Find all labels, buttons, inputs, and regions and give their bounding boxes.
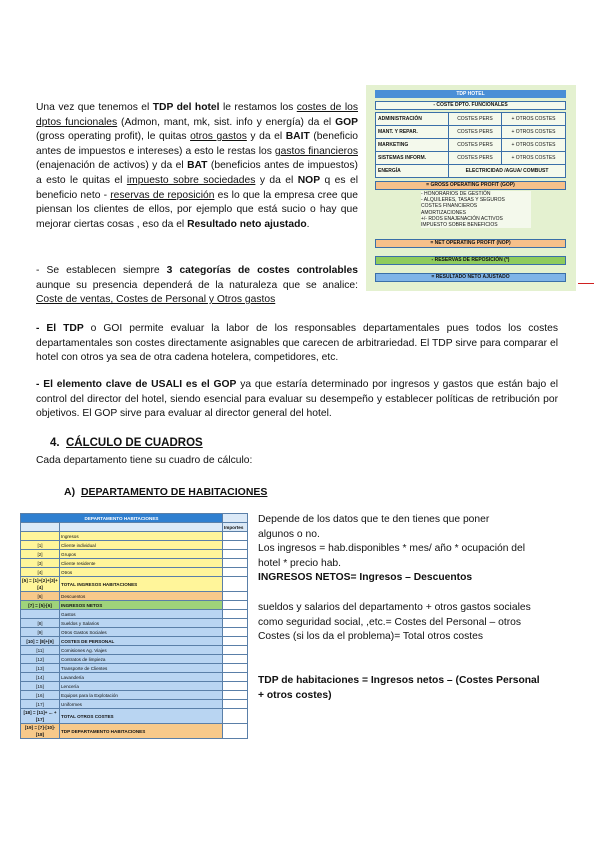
- hab-row: [21, 601, 248, 610]
- hab-col-head: Importes: [223, 523, 248, 532]
- tdp-row: [376, 126, 566, 139]
- hab-row-code: [12]: [21, 655, 60, 664]
- section-heading: 4. CÁLCULO DE CUADROS: [50, 437, 203, 449]
- term-nop: NOP: [297, 174, 321, 186]
- tdp-row-personal: COSTES PERS: [449, 152, 502, 165]
- tdp-row: [376, 139, 566, 152]
- hab-row: [21, 673, 248, 682]
- hab-row: [21, 592, 248, 601]
- hab-row-amount: [223, 700, 248, 709]
- hab-row-amount: [223, 559, 248, 568]
- tdp-deduction-item: AMORTIZACIONES: [421, 210, 531, 216]
- usali-paragraph: - El elemento clave de USALI es el GOP ya que estaría determinado por ingresos y gastos que están bajo el control del director del hotel, siendo esencial para evaluar su desempeño y establecer políticas de retribución por objetivos. El GOP sirve para evaluar al director general del hotel.: [36, 379, 559, 420]
- subsection-heading: A) DEPARTAMENTO DE HABITACIONES: [64, 486, 268, 498]
- term-tdp: TDP del hotel: [152, 102, 220, 113]
- hab-row: [21, 628, 248, 637]
- hab-row-label: TDP DEPARTAMENTO HABITACIONES: [60, 724, 223, 739]
- hab-row-code: [16]: [21, 691, 60, 700]
- tdp-row-label: MANT. Y REPAR.: [376, 126, 449, 139]
- hab-row-amount: [223, 655, 248, 664]
- hab-row: [21, 559, 248, 568]
- hab-row-code: [7] = [5]-[6]: [21, 601, 60, 610]
- hab-row: [21, 550, 248, 559]
- hab-row-label: Uniformes: [60, 700, 223, 709]
- hab-row-code: [3]: [21, 559, 60, 568]
- hab-row: [21, 646, 248, 655]
- hab-row-code: [6]: [21, 592, 60, 601]
- hab-row: [21, 568, 248, 577]
- hab-explanation-1: Depende de los datos que te den tienes que poner algunos o no.: [258, 514, 490, 540]
- term-costes-dptos: costes de los dptos funcionales: [36, 102, 359, 128]
- tdp-deduction-item: IMPUESTO SOBRE BENEFICIOS: [421, 222, 531, 228]
- tdp-row: [376, 152, 566, 165]
- hab-row-label: Cliente residente: [60, 559, 223, 568]
- tdp-line1: - COSTE DPTO. FUNCIONALES: [375, 101, 566, 110]
- hab-title: DEPARTAMENTO HABITACIONES: [21, 514, 223, 523]
- hab-row-amount: [223, 628, 248, 637]
- hab-row-label: TOTAL INGRESOS HABITACIONES: [60, 577, 223, 592]
- hab-row-label: Descuentos: [60, 592, 223, 601]
- hab-row-amount: [223, 610, 248, 619]
- hab-row-code: [19] = [7]-[10]-[18]: [21, 724, 60, 739]
- tdp-row-other: + OTROS COSTES: [501, 152, 565, 165]
- term-bat: BAT: [187, 160, 208, 172]
- term-reservas: reservas de reposición: [110, 189, 215, 201]
- tdp-row-other: + OTROS COSTES: [501, 113, 565, 126]
- section-subtitle: Cada departamento tiene su cuadro de cálculo:: [36, 455, 253, 466]
- hab-row-label: Lavandería: [60, 673, 223, 682]
- hab-row-label: COSTES DE PERSONAL: [60, 637, 223, 646]
- tdp-deduction-item: +/- RDOS ENAJENACIÓN ACTIVOS: [421, 216, 531, 222]
- hab-row-amount: [223, 601, 248, 610]
- hab-row: [21, 541, 248, 550]
- hab-row-code: [18] = [11]+ ... + [17]: [21, 709, 60, 724]
- hab-row-label: Lencería: [60, 682, 223, 691]
- hab-row: [21, 700, 248, 709]
- hab-row: [21, 532, 248, 541]
- hab-row-code: [14]: [21, 673, 60, 682]
- tdp-row-label: ENERGÍA: [376, 165, 449, 178]
- tdp-gop: = GROSS OPERATING PROFIT (GOP): [375, 181, 566, 190]
- hab-row-label: Cliente individual: [60, 541, 223, 550]
- hab-row: [21, 619, 248, 628]
- tdp-row-personal: COSTES PERS: [449, 113, 502, 126]
- hab-row-label: Gastos: [60, 610, 223, 619]
- hab-row-code: [21, 610, 60, 619]
- hab-explanation-3: INGRESOS NETOS= Ingresos – Descuentos: [258, 572, 473, 583]
- term-impuesto: impuesto sobre sociedades: [126, 174, 256, 186]
- term-gastos-financieros: gastos financieros: [274, 145, 358, 157]
- hab-row-code: [1]: [21, 541, 60, 550]
- hab-row-label: Sueldos y Salarios: [60, 619, 223, 628]
- hab-row: [21, 655, 248, 664]
- tdp-paragraph: - El TDP o GOI permite evaluar la labor de los responsables departamentales pues todos los costes departamentales son costes directamente asignables que carecen de arbitrariedad. El TDP sirve para comparar el hotel con otros ya sea de otra cadena hotelera, competidores, etc.: [36, 323, 558, 364]
- hab-row-code: [11]: [21, 646, 60, 655]
- hab-row: [21, 610, 248, 619]
- tdp-nop: = NET OPERATING PROFIT (NOP): [375, 239, 566, 248]
- hab-row-amount: [223, 724, 248, 739]
- hab-row-amount: [223, 577, 248, 592]
- hab-row-label: INGRESOS NETOS: [60, 601, 223, 610]
- tdp-row-personal: COSTES PERS: [449, 126, 502, 139]
- hab-row-label: Equipos para la Explotación: [60, 691, 223, 700]
- term-gop: GOP: [335, 116, 358, 128]
- hab-row-amount: [223, 592, 248, 601]
- hab-row-code: [4]: [21, 568, 60, 577]
- hab-row-amount: [223, 646, 248, 655]
- hab-row-amount: [223, 709, 248, 724]
- tdp-hotel-diagram: [366, 85, 576, 291]
- tdp-reservas: - RESERVAS DE REPOSICIÓN (*): [375, 256, 566, 265]
- hab-row-code: [5] = [1]+[2]+[3]+[4]: [22, 578, 58, 590]
- hab-row: [21, 664, 248, 673]
- hab-row-amount: [223, 673, 248, 682]
- tdp-title: TDP HOTEL: [375, 90, 566, 98]
- tdp-row-label: ADMINISTRACIÓN: [376, 113, 449, 126]
- hab-row: [21, 709, 248, 724]
- hab-row-label: Comisiones Ag. Viajes: [60, 646, 223, 655]
- tdp-rows: [375, 112, 566, 178]
- hab-row-label: Grupos: [60, 550, 223, 559]
- red-pointer-line: [578, 283, 594, 284]
- hab-explanation-2: Los ingresos = hab.disponibles * mes/ año * ocupación del hotel * precio hab.: [258, 543, 526, 569]
- hab-row: [21, 724, 248, 739]
- hab-row-amount: [223, 619, 248, 628]
- hab-row: [21, 682, 248, 691]
- term-resultado: Resultado neto ajustado: [187, 218, 307, 230]
- tdp-row-label: MARKETING: [376, 139, 449, 152]
- tdp-row: [376, 165, 566, 178]
- hab-row-label: Transporte de Clientes: [60, 664, 223, 673]
- hab-row-code: [10] = [8]+[9]: [21, 637, 60, 646]
- categorias-paragraph: - Se establecen siempre 3 categorías de costes controlables aunque su presencia dependerá de la naturaleza que se analice: Coste de ventas, Costes de Personal y Otros gastos: [36, 265, 358, 306]
- tdp-resultado: = RESULTADO NETO AJUSTADO: [375, 273, 566, 282]
- tdp-row-personal: ELECTRICIDAD /AGUA/ COMBUST: [449, 165, 566, 178]
- tdp-row-label: SISTEMAS INFORM.: [376, 152, 449, 165]
- hab-row-amount: [223, 541, 248, 550]
- hab-row: [21, 577, 248, 592]
- hab-row-code: [2]: [21, 550, 60, 559]
- hab-row: [21, 691, 248, 700]
- hab-row-label: Contratos de limpieza: [60, 655, 223, 664]
- hab-row-amount: [223, 691, 248, 700]
- tdp-row: [376, 113, 566, 126]
- tdp-deductions: [421, 191, 531, 228]
- tdp-row-other: + OTROS COSTES: [501, 139, 565, 152]
- tdp-row-other: + OTROS COSTES: [501, 126, 565, 139]
- hab-row-label: Ingresos: [60, 532, 223, 541]
- hab-row-code: [13]: [21, 664, 60, 673]
- tdp-deduction-item: - ALQUILERES, TASAS Y SEGUROS: [421, 197, 531, 203]
- hab-row-amount: [223, 637, 248, 646]
- term-bait: BAIT: [285, 131, 310, 143]
- hab-row-amount: [223, 550, 248, 559]
- hab-row-amount: [223, 532, 248, 541]
- intro-paragraph: Una vez que tenemos el TDP del hotel le restamos los costes de los dptos funcionales (Admon, mant, mk, sist. info y energía) da el GOP (gross operating profit), le quitas otros gastos y da el BAIT (beneficio antes de impuestos e intereses) a esto le restas los gastos financieros (enajenación de activos) y da el BAT (beneficios antes de impuestos) a esto le quitas el impuesto sobre sociedades y da el NOP q es el beneficio neto - reservas de reposición es lo que la empresa cree que piensan los clientes de ellos, por ejemplo que está sucio o hay que mejorar ciertas cosas , eso da el Resultado neto ajustado.: [36, 102, 359, 230]
- hab-row-code: [21, 532, 60, 541]
- hab-row-amount: [223, 664, 248, 673]
- tdp-deduction-item: COSTES FINANCIEROS: [421, 203, 531, 209]
- hab-row-code: [8]: [21, 619, 60, 628]
- hab-row-code: [15]: [21, 682, 60, 691]
- hab-row-label: Otros Gastos Sociales: [60, 628, 223, 637]
- hab-row-label: TOTAL OTROS COSTES: [60, 709, 223, 724]
- habitaciones-table: [20, 513, 248, 739]
- term-otros-gastos: otros gastos: [190, 131, 247, 143]
- hab-row: [21, 637, 248, 646]
- hab-row-amount: [223, 568, 248, 577]
- hab-row-code: [9]: [21, 628, 60, 637]
- hab-row-label: Otros: [60, 568, 223, 577]
- tdp-deduction-item: - HONORARIOS DE GESTIÓN: [421, 191, 531, 197]
- hab-explanation-4: sueldos y salarios del departamento + otros gastos sociales como seguridad social, ,etc.= Costes del Personal – otros Costes (si los da el problema)= Total otros costes: [258, 602, 531, 643]
- hab-row-amount: [223, 682, 248, 691]
- hab-row-code: [17]: [21, 700, 60, 709]
- hab-explanation-5: TDP de habitaciones = Ingresos netos – (Costes Personal + otros costes): [258, 675, 540, 701]
- tdp-row-personal: COSTES PERS: [449, 139, 502, 152]
